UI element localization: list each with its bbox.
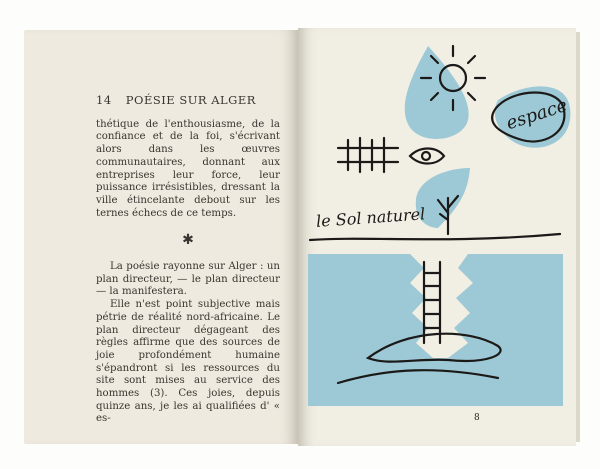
page-number-right: 8 [474, 413, 480, 423]
running-head-title: POÉSIE SUR ALGER [125, 93, 256, 107]
page-number-left: 14 [96, 93, 112, 107]
horizon-line [310, 234, 560, 240]
paragraph: Elle n'est point subjective mais pétrie de réalité nord-africaine. Le plan directeur dégageant des règles affirme que des sources de joie profondément humaine s'épandront si les ressources du site sont mises au service des hommes (3). Ces joies, depuis quinze ans, je les ai qualifiées d' « es- [96, 299, 280, 425]
sol-naturel-word: le Sol naturel [315, 204, 426, 231]
separator-asterisk: ✱ [182, 232, 194, 249]
page-edge [576, 32, 580, 442]
sun-drop-shape [405, 46, 469, 139]
eye-icon [410, 149, 444, 164]
open-book [24, 28, 578, 448]
left-page [24, 30, 298, 444]
city-grid-icon [338, 138, 398, 172]
left-page-text [96, 94, 280, 426]
paragraph: La poésie rayonne sur Alger : un plan directeur, — le plan directeur — la manifestera. [96, 261, 280, 298]
le-corbusier-illustration [298, 28, 576, 446]
paragraph: thétique de l'enthousiasme, de la confiance et de la foi, s'écrivant alors dans les œuvres communautaires, donnant aux entreprises leur force, leur puissance irrésistibles, dressant la ville étincelante debout sur les ternes échecs de ce temps. [96, 118, 280, 219]
running-head [96, 94, 280, 107]
espace-word: espace [503, 94, 570, 135]
right-page [298, 28, 576, 446]
